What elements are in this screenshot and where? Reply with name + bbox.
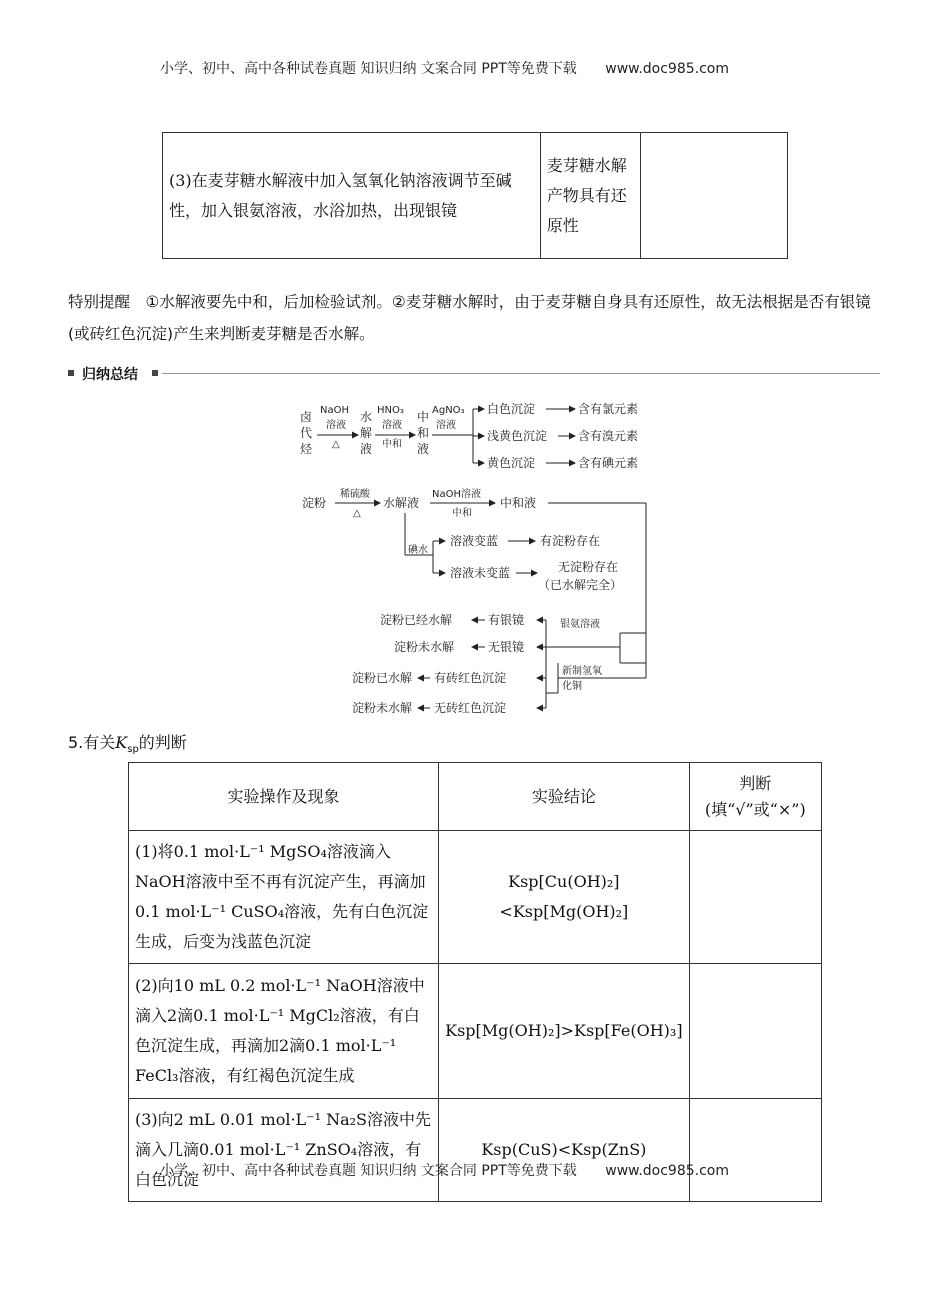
acid-label: 稀硫酸 xyxy=(340,489,370,500)
fully-hydrolyzed-label: （已水解完全） xyxy=(538,578,623,592)
footer-text: 小学、初中、高中各种试卷真题 知识归纳 文案合同 PPT等免费下载 xyxy=(160,1163,577,1179)
turns-blue-label: 溶液变蓝 xyxy=(450,534,499,548)
brick-red-yes: 有砖红色沉淀 xyxy=(434,671,507,685)
precipitate-white: 白色沉淀 xyxy=(487,402,536,416)
starch-hydrolyzed-a: 淀粉已经水解 xyxy=(380,613,453,627)
page-footer xyxy=(160,1160,729,1180)
precipitate-yellow: 黄色沉淀 xyxy=(487,456,536,470)
row-conclusion: Ksp[Cu(OH)₂]<Ksp[Mg(OH)₂] xyxy=(439,831,689,964)
step2-reagent: HNO₃ xyxy=(377,405,404,416)
reaction-flow-diagram xyxy=(290,395,690,720)
starch-label: 淀粉 xyxy=(302,496,327,510)
table-header-row xyxy=(129,763,822,831)
page-header xyxy=(160,58,729,78)
row-judgment[interactable] xyxy=(689,964,821,1099)
cu-hydroxide-label: 新制氢氧 xyxy=(562,666,602,677)
table-row xyxy=(129,964,822,1099)
bullet-square-icon xyxy=(68,370,74,376)
row-operation: (2)向10 mL 0.2 mol·L⁻¹ NaOH溶液中滴入2滴0.1 mol·L⁻¹ MgCl₂溶液，有白色沉淀生成，再滴加2滴0.1 mol·L⁻¹ FeCl₃溶液，有红褐色沉淀生成 xyxy=(129,964,439,1099)
ksp-table xyxy=(128,762,822,1202)
bullet-square-icon xyxy=(152,370,158,376)
row-conclusion: Ksp[Mg(OH)₂]>Ksp[Fe(OH)₃] xyxy=(439,964,689,1099)
neutral-solution-label: 中和液 xyxy=(500,496,537,510)
no-starch-label: 无淀粉存在 xyxy=(558,560,619,574)
summary-title: 归纳总结 xyxy=(82,367,138,383)
starch-hydrolyzed-b: 淀粉已水解 xyxy=(352,671,413,685)
hydrolysate-char: 水 xyxy=(360,410,373,424)
step1-reagent-solution: 溶液 xyxy=(326,420,346,431)
row-judgment[interactable] xyxy=(689,1099,821,1202)
header-operation: 实验操作及现象 xyxy=(129,763,439,831)
starch-present-label: 有淀粉存在 xyxy=(540,534,601,548)
row-operation: (1)将0.1 mol·L⁻¹ MgSO₄溶液滴入NaOH溶液中至不再有沉淀产生，再滴加0.1 mol·L⁻¹ CuSO₄溶液，先有白色沉淀生成，后变为浅蓝色沉淀 xyxy=(129,831,439,964)
neutralize-label: 中和 xyxy=(452,508,472,519)
haloalkane-char: 烃 xyxy=(300,442,313,456)
silver-ammonia-label: 银氨溶液 xyxy=(560,619,600,630)
hydrolysate-char: 解 xyxy=(360,426,373,440)
header-judgment: 判断(填“√”或“×”) xyxy=(689,763,821,831)
hydrolysate-label: 水解液 xyxy=(383,496,420,510)
row-conclusion: Ksp(CuS)<Ksp(ZnS) xyxy=(439,1099,689,1202)
table-row xyxy=(129,1099,822,1202)
not-blue-label: 溶液未变蓝 xyxy=(450,566,511,580)
iodine-label: 碘水 xyxy=(408,545,428,556)
section-divider xyxy=(162,373,880,374)
header-conclusion: 实验结论 xyxy=(439,763,689,831)
step1-heat: △ xyxy=(332,439,340,450)
silver-mirror-yes: 有银镜 xyxy=(488,613,525,627)
heat-label: △ xyxy=(353,508,361,519)
brick-red-no: 无砖红色沉淀 xyxy=(434,701,507,715)
result-iodine: 含有碘元素 xyxy=(578,456,639,470)
table-cell-judgment[interactable] xyxy=(641,133,788,259)
result-bromine: 含有溴元素 xyxy=(578,429,639,443)
hydrolysate-char: 液 xyxy=(360,442,373,456)
step2-reagent-solution: 溶液 xyxy=(382,420,402,431)
table-row xyxy=(129,831,822,964)
step1-reagent: NaOH xyxy=(320,405,349,416)
table-cell-operation: (3)在麦芽糖水解液中加入氢氧化钠溶液调节至碱性，加入银氨溶液，水浴加热，出现银镜 xyxy=(163,133,541,259)
precipitate-pale-yellow: 浅黄色沉淀 xyxy=(487,429,548,443)
summary-heading xyxy=(68,364,880,384)
footer-url[interactable]: www.doc985.com xyxy=(605,1163,729,1179)
step2-neutralize: 中和 xyxy=(382,439,402,450)
row-judgment[interactable] xyxy=(689,831,821,964)
maltose-table xyxy=(162,132,788,259)
neutral-char: 液 xyxy=(417,442,430,456)
result-chlorine: 含有氯元素 xyxy=(578,402,639,416)
cu-hydroxide-label: 化铜 xyxy=(562,681,582,692)
special-reminder: 特别提醒 ①水解液要先中和，后加检验试剂。②麦芽糖水解时，由于麦芽糖自身具有还原性，故无法根据是否有银镜(或砖红色沉淀)产生来判断麦芽糖是否水解。 xyxy=(68,293,871,343)
table-cell-conclusion: 麦芽糖水解产物具有还原性 xyxy=(540,133,641,259)
haloalkane-char: 卤 xyxy=(300,410,313,424)
neutral-char: 和 xyxy=(417,426,430,440)
starch-not-hydrolyzed-b: 淀粉未水解 xyxy=(352,701,413,715)
starch-not-hydrolyzed-a: 淀粉未水解 xyxy=(394,640,455,654)
haloalkane-char: 代 xyxy=(300,426,313,440)
question-5-title: 5.有关$K_{sp}$的判断 xyxy=(68,733,187,756)
naoh-label: NaOH溶液 xyxy=(432,489,481,500)
table-row xyxy=(163,133,788,259)
header-text: 小学、初中、高中各种试卷真题 知识归纳 文案合同 PPT等免费下载 xyxy=(160,61,577,77)
silver-mirror-no: 无银镜 xyxy=(488,640,525,654)
row-operation: (3)向2 mL 0.01 mol·L⁻¹ Na₂S溶液中先滴入几滴0.01 mol·L⁻¹ ZnSO₄溶液，有白色沉淀 xyxy=(129,1099,439,1202)
step3-reagent-solution: 溶液 xyxy=(436,420,456,431)
header-url[interactable]: www.doc985.com xyxy=(605,61,729,77)
neutral-char: 中 xyxy=(417,410,430,424)
step3-reagent: AgNO₃ xyxy=(432,405,465,416)
